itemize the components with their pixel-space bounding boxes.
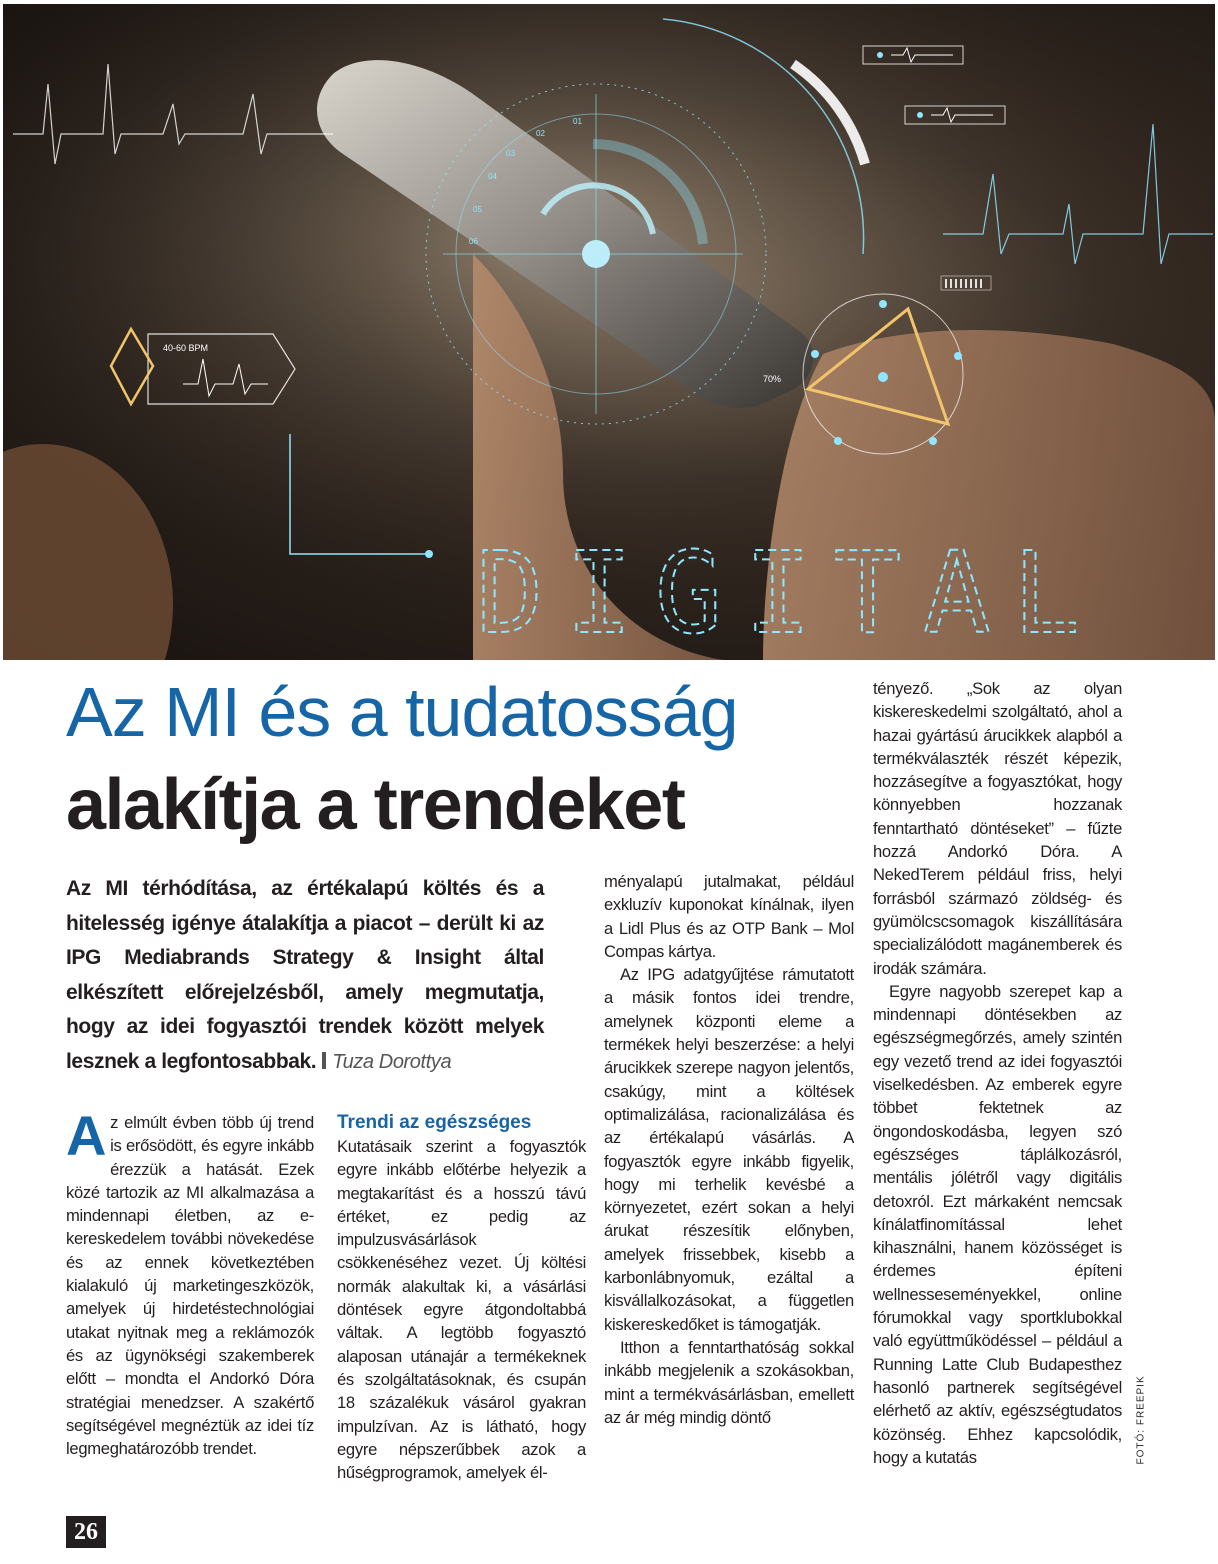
dial-tick-03: 03 — [506, 149, 515, 158]
col2-paragraph-1: Kutatásaik szerint a fogyasztók egyre inkább előtérbe helyezik a megtakarítást és a hosszú távú értéket, ez pedig az impulzusvásárlások csökkenéséhez vezet. Új költési normák alakultak ki, a vásárlási döntések egyre átgondoltabbá váltak. A legtöbb fogyasztó alaposan utánajár a termékeknek és szolgáltatásoknak, és csupán 18 százalékuk vásárol gyakran impulzívan. Az is látható, hogy egyre népszerűbbek azok a hűségprogramok, amelyek él- — [337, 1137, 586, 1483]
gauge-percent-label: 70% — [763, 374, 782, 384]
drop-cap: A — [66, 1104, 107, 1167]
dial-center-dot — [582, 240, 610, 268]
page-number: 26 — [66, 1516, 106, 1548]
dial-tick-06: 06 — [469, 237, 478, 246]
column-2 — [337, 1111, 586, 1484]
dial-tick-01: 01 — [573, 117, 582, 126]
author-separator — [322, 1052, 326, 1069]
headline-line-2: alakítja a trendeket — [66, 765, 685, 845]
column-1 — [66, 1104, 314, 1460]
col3-paragraph-3: Itthon a fenntarthatóság sokkal inkább megjelenik a szokásokban, mint a termékvásárlásban, emellett az ár még mindig döntő — [604, 1337, 854, 1427]
col3-paragraph-1: ményalapú jutalmakat, például exkluzív kuponokat kínálnak, ilyen a Lidl Plus és az OTP Bank – Mol Compas kártya. — [604, 872, 854, 961]
photo-credit — [1134, 1375, 1148, 1465]
dial-tick-02: 02 — [536, 129, 545, 138]
col1-paragraph-1 — [66, 1104, 314, 1460]
photo-credit-text: FOTÓ: FREEPIK — [1135, 1375, 1147, 1465]
col1-text: z elmúlt évben több új trend is erősödött, és egyre inkább érezzük a hatását. Ezek közé tartozik az MI alkalmazása a mindennapi életben, az e-kereskedelem további növekedése és az ennek következtében kialakuló új marketingeszközök, amelyek új hirdetéstechnológiai utakat nyitnak meg a reklámozók és az ügynökségi szakemberek előtt – mondta el Andorkó Dóra stratégiai menedzser. A szakértő segítségével megnéztük az idei tíz legmeghatározóbb trendet. — [66, 1113, 314, 1459]
dial-tick-05: 05 — [473, 205, 482, 214]
lead-text: Az MI térhódítása, az értékalapú költés és a hitelesség igénye átalakítja a piacot – derült ki az IPG Mediabrands Strategy & Insight által elkészített előrejelzésből, amely megmutatja, hogy az idei fogyasztói trendek között melyek lesznek a legfontosabbak. — [66, 877, 544, 1073]
author-name: Tuza Dorottya — [332, 1050, 452, 1073]
digital-word: DIGITAL — [476, 529, 1103, 659]
hero-illustration — [3, 4, 1215, 660]
lead-paragraph — [66, 872, 544, 1079]
col4-paragraph-1: tényező. „Sok az olyan kiskereskedelmi szolgáltató, ahol a hazai gyártású árucikkek alapból a termékválaszték részét képezik, hozzásegítve a fogyasztókat, hogy könnyebben hozzanak fenntartható döntéseket” – fűzte hozzá Andorkó Dóra. A NekedTerem például friss, helyi forrásból származó zöldség- és gyümölcscsomagok kiszállítására specializálódott magánemberek és irodák számára. — [873, 679, 1122, 978]
column-4 — [873, 677, 1122, 1469]
hero-image — [3, 4, 1215, 660]
bpm-label: 40-60 BPM — [163, 343, 209, 353]
headline-line-1: Az MI és a tudatosság — [66, 673, 738, 751]
column-3 — [604, 870, 854, 1429]
col3-paragraph-2: Az IPG adatgyűjtése rámutatott a másik fontos idei trendre, amelynek központi eleme a termékek helyi beszerzése: a helyi árucikkek szerepe nagyon jelentős, csakúgy, mint a költések optimalizálása, racionalizálása és az értékalapú vásárlás. A fogyasztók egyre inkább figyelik, hogy mi terhelik kevésbé a környezetet, ezért sokan a helyi árukat részesítik előnyben, amelyek frissebbek, kisebb a karbonlábnyomuk, ezáltal a kisvállalkozásokat, a független kiskereskedőket is támogatják. — [604, 965, 854, 1334]
col4-paragraph-2: Egyre nagyobb szerepet kap a mindennapi döntésekben az egészségmegőrzés, amely szintén egy vezető trend az idei fogyasztói viselkedésben. Az emberek egyre többet fektetnek az öngondoskodásba, legyen szó egészséges táplálkozásról, mentális jólétről vagy digitális detoxról. Ezt márkaként nemcsak kínálatfinomítással lehet kihasználni, hanem közösséget is érdemes építeni wellnesseseményekkel, online fórumokkal vagy sportklubokkal való együttműködéssel – például a Running Latte Club Budapesthez hasonló partnerek segítségével elérhető az aktív, egészségtudatos közönség. Ehhez kapcsolódik, hogy a kutatás — [873, 981, 1122, 1467]
dial-tick-04: 04 — [488, 172, 497, 181]
subheading: Trendi az egészséges — [337, 1112, 532, 1133]
